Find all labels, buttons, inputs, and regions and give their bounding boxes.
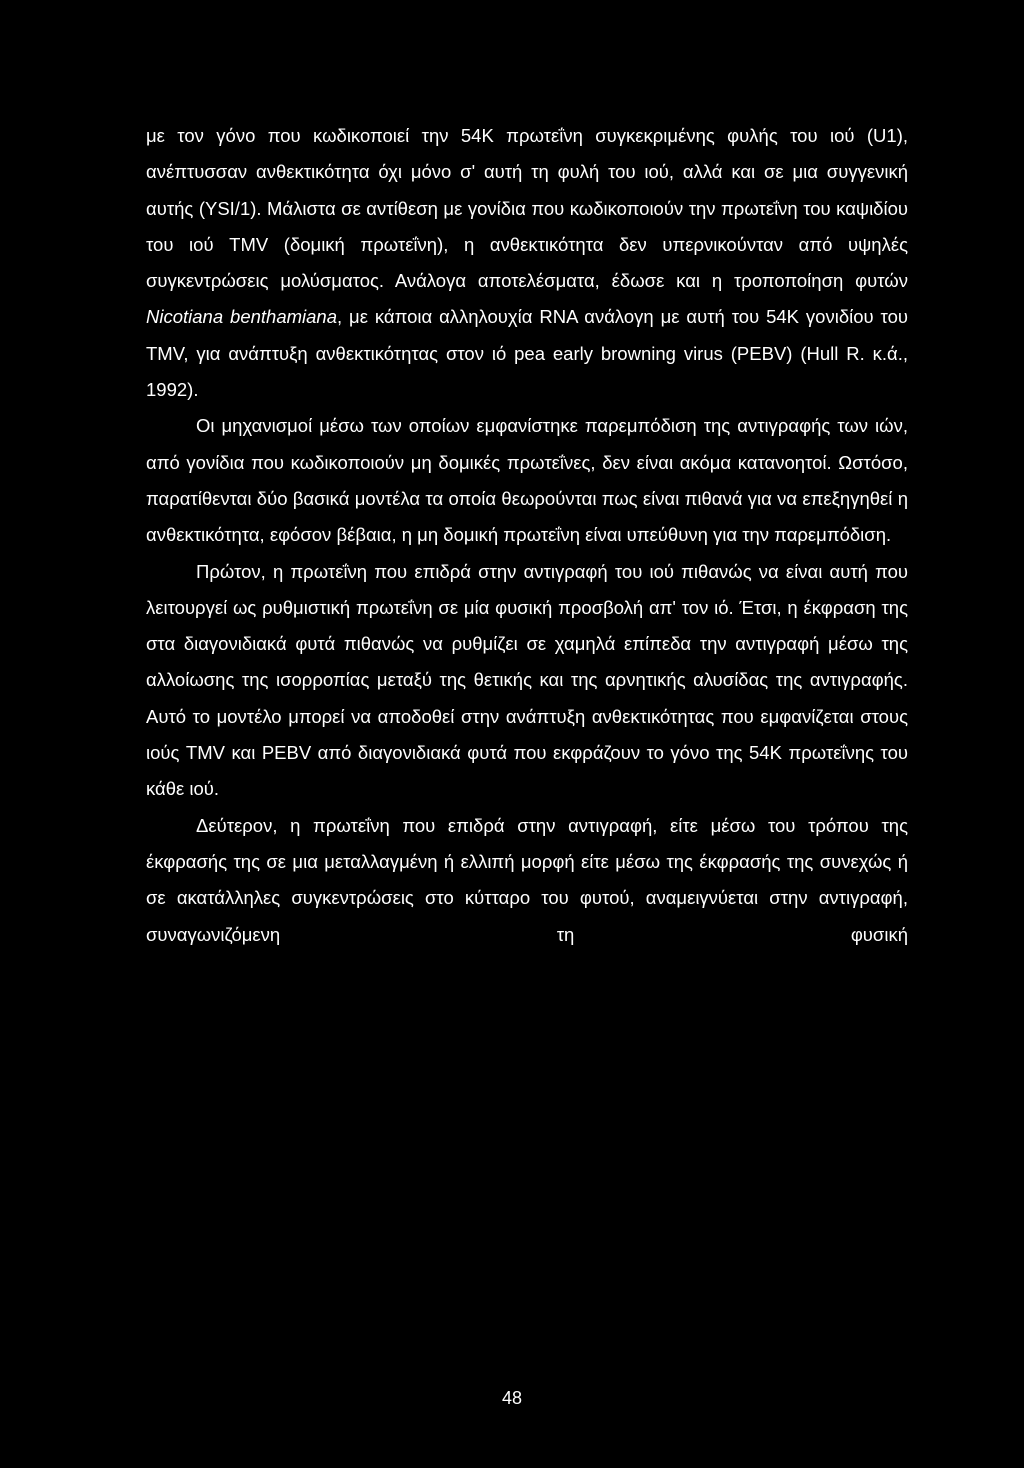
species-name-italic: Nicotiana benthamiana	[146, 306, 337, 328]
paragraph-4: Δεύτερον, η πρωτεΐνη που επιδρά στην αντιγραφή, είτε μέσω του τρόπου της έκφρασής της σε μια μεταλλαγμένη ή ελλιπή μορφή είτε μέσω της έκφρασής της συνεχώς ή σε ακατάλληλες συγκεντρώσεις στο κύτταρο του φυτού, αναμειγνύεται στην αντιγραφή, συναγωνιζόμενη τη φυσική	[146, 814, 908, 945]
paragraph-1-text-end: , με κάποια αλληλουχία RNA ανάλογη με αυτή του 54K γονιδίου του TMV, για ανάπτυξη ανθεκτικότητας στον ιό pea early browning virus (PEBV) (Hull R. κ.ά., 1992).	[146, 306, 908, 401]
page-number: 48	[501, 1388, 523, 1408]
paragraph-1	[146, 118, 908, 408]
paragraph-1-text-start: με τον γόνο που κωδικοποιεί την 54K πρωτεΐνη συγκεκριμένης φυλής του ιού (U1), ανέπτυσσαν ανθεκτικότητα όχι μόνο σ' αυτή τη φυλή του ιού, αλλά και σε μια συγγενική αυτής (YSI/1). Μάλιστα σε αντίθεση με γονίδια που κωδικοποιούν την πρωτεΐνη του καψιδίου του ιού TMV (δομική πρωτεΐνη), η ανθεκτικότητα δεν υπερνικούνταν από υψηλές συγκεντρώσεις μολύσματος. Ανάλογα αποτελέσματα, έδωσε και η τροποποίηση φυτών	[146, 125, 908, 292]
paragraph-3: Πρώτον, η πρωτεΐνη που επιδρά στην αντιγραφή του ιού πιθανώς να είναι αυτή που λειτουργεί ως ρυθμιστική πρωτεΐνη σε μία φυσική προσβολή απ' τον ιό. Έτσι, η έκφραση της στα διαγονιδιακά φυτά πιθανώς να ρυθμίζει σε χαμηλά επίπεδα την αντιγραφή μέσω της αλλοίωσης της ισορροπίας μεταξύ της θετικής και της αρνητικής αλυσίδας της αντιγραφής. Αυτό το μοντέλο μπορεί να αποδοθεί στην ανάπτυξη ανθεκτικότητας που εμφανίζεται στους ιούς TMV και PEBV από διαγονιδιακά φυτά που εκφράζουν το γόνο της 54K πρωτεΐνης του κάθε ιού.	[146, 560, 908, 800]
body-text	[146, 118, 908, 953]
paragraph-2: Οι μηχανισμοί μέσω των οποίων εμφανίστηκε παρεμπόδιση της αντιγραφής των ιών, από γονίδια που κωδικοποιούν μη δομικές πρωτεΐνες, δεν είναι ακόμα κατανοητοί. Ωστόσο, παρατίθενται δύο βασικά μοντέλα τα οποία θεωρούνται πως είναι πιθανά για να επεξηγηθεί η ανθεκτικότητα, εφόσον βέβαια, η μη δομική πρωτεΐνη είναι υπεύθυνη για την παρεμπόδιση.	[146, 415, 908, 546]
